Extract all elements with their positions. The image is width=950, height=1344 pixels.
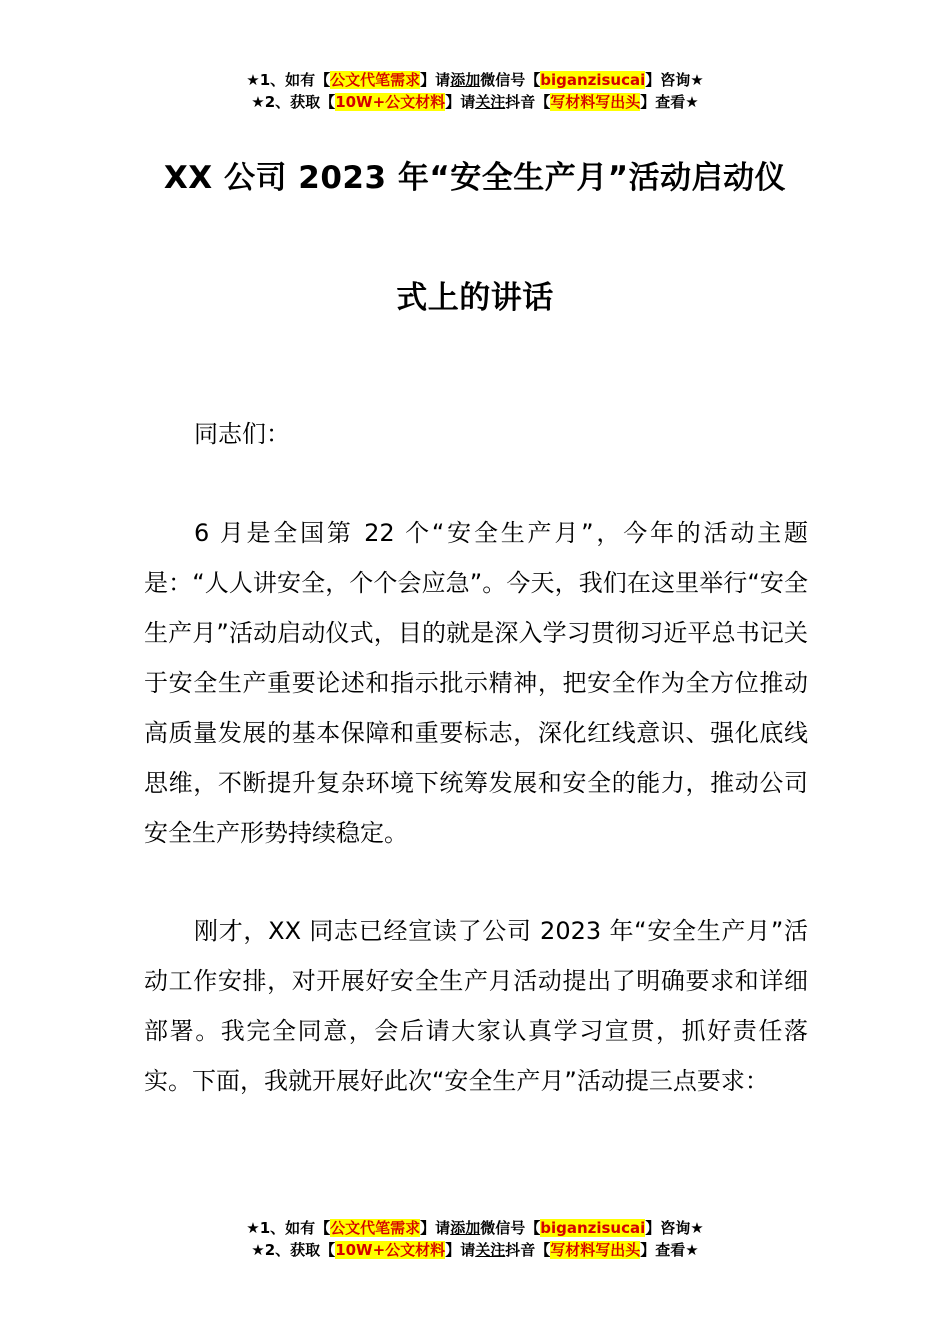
footer-banner (0, 1217, 950, 1261)
header-banner (0, 69, 950, 113)
document-title-line-1: XX 公司 2023 年“安全生产月”活动启动仪 (163, 160, 787, 196)
footer-line-2: ★2、获取【10W+公文材料】请关注抖音【写材料写出头】查看★ (251, 1241, 699, 1259)
highlight-douyin-account: 写材料写出头 (550, 93, 641, 111)
highlight-service: 公文代笔需求 (330, 1219, 421, 1237)
highlight-wechat-id: biganzisucai (540, 71, 646, 89)
document-title-line-2: 式上的讲话 (396, 280, 554, 316)
salutation-block (144, 409, 808, 459)
highlight-materials: 10W+公文材料 (335, 1241, 446, 1259)
salutation: 同志们： (194, 420, 290, 448)
footer-line-1: ★1、如有【公文代笔需求】请添加微信号【biganzisucai】咨询★ (246, 1219, 704, 1237)
highlight-douyin-account: 写材料写出头 (550, 1241, 641, 1259)
highlight-materials: 10W+公文材料 (335, 93, 446, 111)
paragraph-2: 刚才，XX 同志已经宣读了公司 2023 年“安全生产月”活动工作安排，对开展好安全生产月活动提出了明确要求和详细部署。我完全同意，会后请大家认真学习宣贯，抓好责任落实。下面，我就开展好此次“安全生产月”活动提三点要求： (144, 917, 808, 1095)
banner-line-2: ★2、获取【10W+公文材料】请关注抖音【写材料写出头】查看★ (251, 93, 699, 111)
paragraph-1: 6 月是全国第 22 个“安全生产月”，今年的活动主题是：“人人讲安全，个个会应急”。今天，我们在这里举行“安全生产月”活动启动仪式，目的就是深入学习贯彻习近平总书记关于安全生产重要论述和指示批示精神，把安全作为全方位推动高质量发展的基本保障和重要标志，深化红线意识、强化底线思维，不断提升复杂环境下统筹发展和安全的能力，推动公司安全生产形势持续稳定。 (144, 519, 808, 847)
banner-line-1: ★1、如有【公文代笔需求】请添加微信号【biganzisucai】咨询★ (246, 71, 704, 89)
highlight-service: 公文代笔需求 (330, 71, 421, 89)
paragraph-1-block (144, 508, 808, 858)
paragraph-2-block (144, 906, 808, 1106)
highlight-wechat-id: biganzisucai (540, 1219, 646, 1237)
